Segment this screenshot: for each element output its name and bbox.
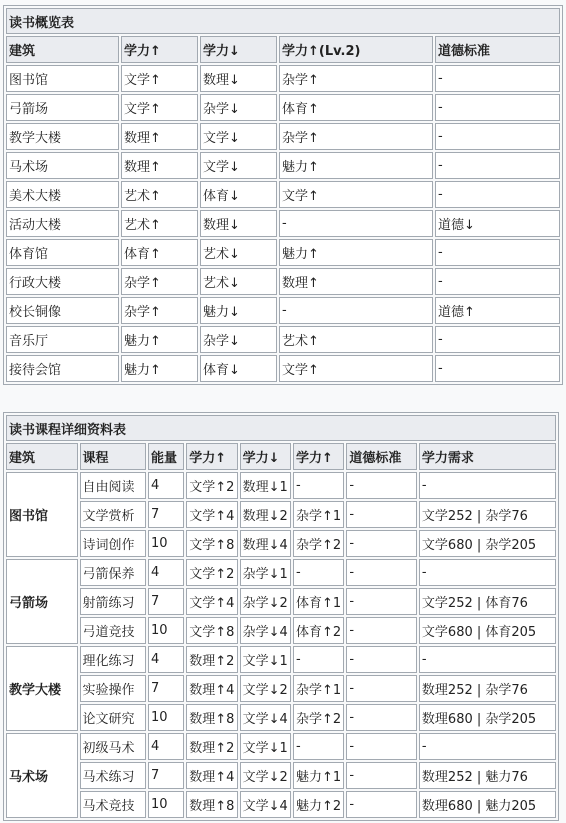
table-cell: 文学↓1 [240, 733, 291, 760]
table-cell: 文学↓1 [240, 646, 291, 673]
course-cell: 自由阅读 [80, 472, 146, 499]
table-row [6, 675, 556, 702]
table-cell: 杂学↓ [200, 326, 277, 353]
table-cell: - [435, 268, 560, 295]
table-cell: - [435, 94, 560, 121]
building-cell: 图书馆 [6, 472, 78, 557]
table-cell: 数理↑ [121, 152, 198, 179]
table-cell: 数理252 | 杂学76 [419, 675, 556, 702]
table-cell: 杂学↑2 [293, 704, 344, 731]
table-cell: 数理↑4 [186, 675, 237, 702]
table-cell: - [419, 559, 556, 586]
table-cell: - [346, 559, 417, 586]
building-cell: 马术场 [6, 733, 78, 818]
table-cell: 魅力↑ [279, 152, 433, 179]
table-cell: 文学↓ [200, 123, 277, 150]
building-cell: 图书馆 [6, 65, 119, 92]
column-header: 道德标准 [435, 36, 560, 63]
table-row [6, 588, 556, 615]
table-cell: 魅力↓ [200, 297, 277, 324]
table-cell: 数理↓ [200, 65, 277, 92]
building-cell: 美术大楼 [6, 181, 119, 208]
course-detail-table [3, 412, 559, 821]
table-cell: 魅力↑2 [293, 791, 344, 818]
table-row [6, 733, 556, 760]
column-header: 学力↑ [186, 443, 237, 470]
table-cell: - [279, 210, 433, 237]
table-cell: 道德↑ [435, 297, 560, 324]
table-cell: 4 [148, 733, 184, 760]
course-cell: 实验操作 [80, 675, 146, 702]
building-cell: 活动大楼 [6, 210, 119, 237]
table-cell: - [346, 704, 417, 731]
table-cell: 10 [148, 530, 184, 557]
table-title: 读书课程详细资料表 [6, 415, 556, 441]
table-title: 读书概览表 [6, 8, 560, 34]
table-cell: 7 [148, 762, 184, 789]
table-cell: 文学↑2 [186, 472, 237, 499]
table-cell: - [293, 733, 344, 760]
table-row [6, 65, 560, 92]
column-header: 道德标准 [346, 443, 417, 470]
table-cell: - [419, 472, 556, 499]
table-cell: 体育↓ [200, 355, 277, 382]
table-cell: 7 [148, 675, 184, 702]
building-cell: 马术场 [6, 152, 119, 179]
table-cell: - [293, 646, 344, 673]
column-header: 学力↓ [200, 36, 277, 63]
course-cell: 射箭练习 [80, 588, 146, 615]
table-cell: 数理↓ [200, 210, 277, 237]
table-cell: - [419, 733, 556, 760]
table-cell: 数理↑4 [186, 762, 237, 789]
table-cell: 杂学↑1 [293, 501, 344, 528]
table-cell: 艺术↓ [200, 239, 277, 266]
table-row [6, 704, 556, 731]
table-cell: 杂学↑1 [293, 675, 344, 702]
table-cell: - [435, 326, 560, 353]
table-row [6, 559, 556, 586]
course-cell: 马术练习 [80, 762, 146, 789]
table-cell: 杂学↑ [279, 123, 433, 150]
course-cell: 初级马术 [80, 733, 146, 760]
table-cell: 杂学↓4 [240, 617, 291, 644]
table-cell: 体育↑ [121, 239, 198, 266]
course-cell: 马术竞技 [80, 791, 146, 818]
building-cell: 弓箭场 [6, 94, 119, 121]
table-cell: 道德↓ [435, 210, 560, 237]
column-header: 学力↑ [121, 36, 198, 63]
table-cell: - [346, 472, 417, 499]
building-cell: 弓箭场 [6, 559, 78, 644]
table-cell: 10 [148, 791, 184, 818]
table-row [6, 181, 560, 208]
course-cell: 弓箭保养 [80, 559, 146, 586]
table-cell: 文学↑ [279, 181, 433, 208]
table-cell: - [419, 646, 556, 673]
table-cell: 数理↑ [121, 123, 198, 150]
building-cell: 接待会馆 [6, 355, 119, 382]
table-row [6, 530, 556, 557]
column-header: 课程 [80, 443, 146, 470]
table-row [6, 617, 556, 644]
table-cell: 文学↑ [121, 94, 198, 121]
table-cell: 文学↑ [121, 65, 198, 92]
table-row [6, 355, 560, 382]
table-cell: 杂学↓ [200, 94, 277, 121]
table-cell: 数理↑8 [186, 704, 237, 731]
table-cell: 杂学↑ [121, 268, 198, 295]
table-cell: 数理↑8 [186, 791, 237, 818]
table-cell: 文学↓ [200, 152, 277, 179]
table-row [6, 239, 560, 266]
table-cell: 文学252 | 杂学76 [419, 501, 556, 528]
table-cell: 数理↑ [279, 268, 433, 295]
table-cell: 文学↓4 [240, 704, 291, 731]
course-cell: 论文研究 [80, 704, 146, 731]
building-cell: 音乐厅 [6, 326, 119, 353]
table-cell: 10 [148, 617, 184, 644]
table-cell: 体育↑2 [293, 617, 344, 644]
table-cell: 数理680 | 杂学205 [419, 704, 556, 731]
table-cell: 文学680 | 杂学205 [419, 530, 556, 557]
building-cell: 教学大楼 [6, 646, 78, 731]
table-cell: - [346, 617, 417, 644]
table-cell: - [279, 297, 433, 324]
table-cell: 7 [148, 588, 184, 615]
table-cell: - [346, 733, 417, 760]
table-row [6, 123, 560, 150]
table-cell: 数理↓4 [240, 530, 291, 557]
table-cell: 数理↑2 [186, 733, 237, 760]
building-cell: 校长铜像 [6, 297, 119, 324]
table-cell: 艺术↑ [121, 181, 198, 208]
table-cell: 数理252 | 魅力76 [419, 762, 556, 789]
column-header: 学力↑ [293, 443, 344, 470]
building-cell: 体育馆 [6, 239, 119, 266]
table-cell: 艺术↑ [121, 210, 198, 237]
column-header: 学力↓ [240, 443, 291, 470]
table-cell: - [293, 559, 344, 586]
table-cell: 10 [148, 704, 184, 731]
table-row [6, 791, 556, 818]
table-cell: - [435, 123, 560, 150]
table-cell: 艺术↓ [200, 268, 277, 295]
table-cell: 文学680 | 体育205 [419, 617, 556, 644]
table-cell: 文学252 | 体育76 [419, 588, 556, 615]
table-cell: 魅力↑ [121, 355, 198, 382]
table-row [6, 297, 560, 324]
table-cell: 文学↑4 [186, 588, 237, 615]
table-cell: 数理↓2 [240, 501, 291, 528]
table-cell: 杂学↓2 [240, 588, 291, 615]
table-cell: - [435, 65, 560, 92]
table-row [6, 646, 556, 673]
course-cell: 文学赏析 [80, 501, 146, 528]
table-cell: - [346, 791, 417, 818]
course-cell: 弓道竞技 [80, 617, 146, 644]
table-row [6, 762, 556, 789]
course-cell: 诗词创作 [80, 530, 146, 557]
table-cell: - [435, 355, 560, 382]
course-cell: 理化练习 [80, 646, 146, 673]
table-cell: 数理680 | 魅力205 [419, 791, 556, 818]
table-cell: 文学↑ [279, 355, 433, 382]
table-cell: - [346, 501, 417, 528]
table-cell: 数理↑2 [186, 646, 237, 673]
table-row [6, 152, 560, 179]
column-header: 建筑 [6, 36, 119, 63]
table-cell: 4 [148, 472, 184, 499]
table-cell: 魅力↑ [279, 239, 433, 266]
table-cell: 文学↓4 [240, 791, 291, 818]
table-cell: 4 [148, 646, 184, 673]
table-cell: 文学↓2 [240, 762, 291, 789]
building-cell: 教学大楼 [6, 123, 119, 150]
table-cell: 杂学↑ [279, 65, 433, 92]
table-cell: 体育↑1 [293, 588, 344, 615]
table-cell: 杂学↓1 [240, 559, 291, 586]
table-cell: - [346, 530, 417, 557]
table-cell: 文学↑2 [186, 559, 237, 586]
table-cell: 数理↓1 [240, 472, 291, 499]
column-header: 建筑 [6, 443, 78, 470]
table-row [6, 210, 560, 237]
table-cell: 杂学↑ [121, 297, 198, 324]
reading-overview-table [3, 5, 563, 385]
table-row [6, 472, 556, 499]
building-cell: 行政大楼 [6, 268, 119, 295]
table-cell: - [435, 181, 560, 208]
table-cell: 文学↓2 [240, 675, 291, 702]
table-cell: 文学↑8 [186, 530, 237, 557]
table-cell: 4 [148, 559, 184, 586]
table-cell: - [346, 675, 417, 702]
column-header: 学力需求 [419, 443, 556, 470]
table-cell: 文学↑8 [186, 617, 237, 644]
table-row [6, 326, 560, 353]
table-cell: 体育↑ [279, 94, 433, 121]
table-cell: 7 [148, 501, 184, 528]
table-cell: - [293, 472, 344, 499]
table-cell: - [435, 152, 560, 179]
table-cell: 文学↑4 [186, 501, 237, 528]
table-cell: - [346, 588, 417, 615]
table-cell: 杂学↑2 [293, 530, 344, 557]
table-row [6, 94, 560, 121]
table-cell: 艺术↑ [279, 326, 433, 353]
table-cell: 体育↓ [200, 181, 277, 208]
table-row [6, 501, 556, 528]
table-row [6, 268, 560, 295]
column-header: 能量 [148, 443, 184, 470]
table-cell: - [435, 239, 560, 266]
table-cell: 魅力↑1 [293, 762, 344, 789]
table-cell: - [346, 762, 417, 789]
table-cell: 魅力↑ [121, 326, 198, 353]
table-cell: - [346, 646, 417, 673]
column-header: 学力↑(Lv.2) [279, 36, 433, 63]
